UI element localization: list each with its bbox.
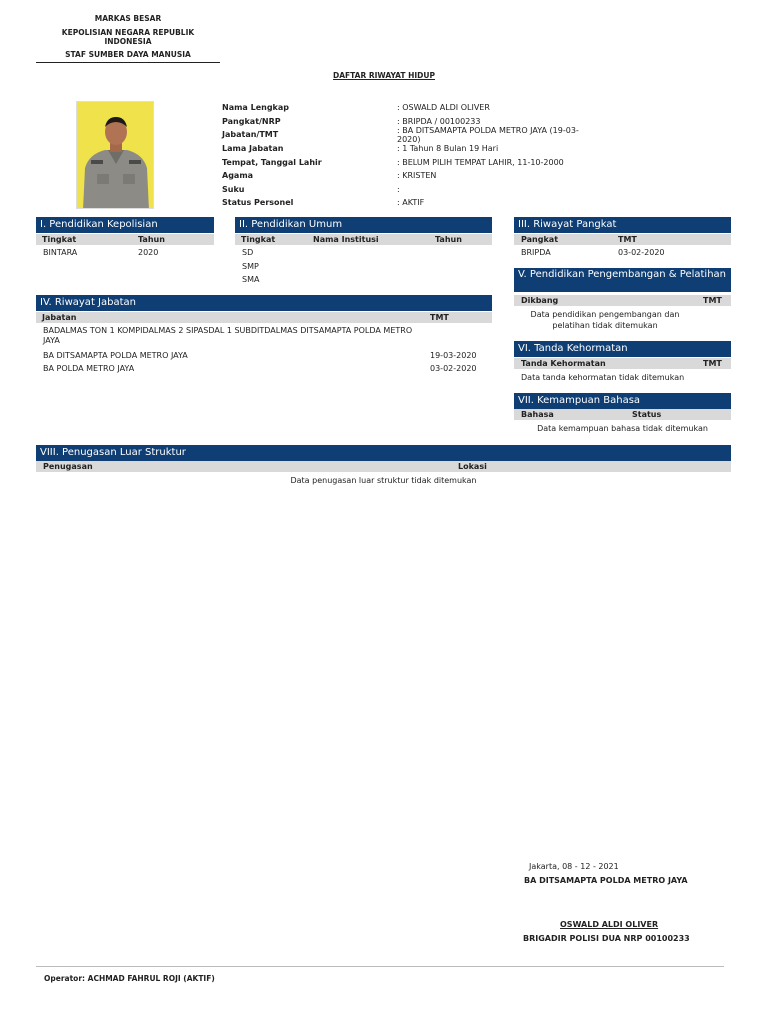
table-cell: 03-02-2020 — [618, 248, 665, 257]
table-cell: BINTARA — [43, 248, 78, 257]
table-cell: BADALMAS TON 1 KOMPIDALMAS 2 SIPASDAL 1 SUBDITDALMAS DITSAMAPTA POLDA METRO JAYA — [43, 326, 413, 345]
column-header: Pangkat — [521, 235, 559, 244]
bio-row — [222, 183, 582, 197]
empty-message: Data penugasan luar struktur tidak ditemukan — [290, 476, 477, 485]
table-cell: BA DITSAMAPTA POLDA METRO JAYA — [43, 351, 188, 360]
column-header: Tanda Kehormatan — [521, 359, 606, 368]
document-title: DAFTAR RIWAYAT HIDUP — [332, 71, 435, 80]
bio-value: : BRIPDA / 00100233 — [397, 116, 481, 126]
empty-message: Data kemampuan bahasa tidak ditemukan — [537, 424, 708, 433]
bio-row — [222, 125, 582, 144]
column-header: Bahasa — [521, 410, 554, 419]
column-header: Jabatan — [42, 313, 77, 322]
column-header: TMT — [618, 235, 637, 244]
section-header-pendidikan-umum: II. Pendidikan Umum — [235, 217, 492, 233]
bio-row — [222, 142, 582, 156]
bio-label: Nama Lengkap — [222, 103, 290, 113]
operator-label: Operator: ACHMAD FAHRUL ROJI (AKTIF) — [44, 974, 215, 983]
column-header: Nama Institusi — [313, 235, 379, 244]
footer-divider — [36, 966, 724, 967]
bio-value: : BA DITSAMAPTA POLDA METRO JAYA (19-03-2020) — [397, 125, 579, 144]
bio-label: Agama — [222, 171, 254, 181]
section-header-tanda-kehormatan: VI. Tanda Kehormatan — [514, 341, 731, 357]
column-header-row — [514, 234, 731, 245]
bio-value: : AKTIF — [397, 198, 425, 208]
table-cell: 19-03-2020 — [430, 351, 477, 360]
bio-label: Jabatan/TMT — [222, 130, 279, 140]
column-header: Dikbang — [521, 296, 559, 305]
table-cell: SMA — [242, 275, 260, 284]
column-header: Tahun — [435, 235, 462, 244]
org-line-2: KEPOLISIAN NEGARA REPUBLIK INDONESIA — [61, 28, 195, 46]
header-divider — [36, 62, 220, 63]
column-header: TMT — [703, 359, 722, 368]
bio-label: Pangkat/NRP — [222, 116, 281, 126]
bio-label: Lama Jabatan — [222, 144, 284, 154]
column-header-row — [36, 234, 214, 245]
column-header-row — [514, 295, 731, 306]
section-header-riwayat-jabatan: IV. Riwayat Jabatan — [36, 295, 492, 311]
person-portrait-icon — [77, 102, 154, 209]
bio-label: Tempat, Tanggal Lahir — [222, 157, 322, 167]
section-header-riwayat-pangkat: III. Riwayat Pangkat — [514, 217, 731, 233]
bio-value: : 1 Tahun 8 Bulan 19 Hari — [397, 144, 499, 154]
column-header: TMT — [430, 313, 449, 322]
bio-value: : KRISTEN — [397, 171, 437, 181]
table-cell: BA POLDA METRO JAYA — [43, 364, 135, 373]
column-header-row — [514, 409, 731, 420]
profile-photo — [76, 101, 154, 209]
section-header-kemampuan-bahasa: VII. Kemampuan Bahasa — [514, 393, 731, 409]
column-header: Tahun — [138, 235, 165, 244]
empty-message: Data tanda kehormatan tidak ditemukan — [521, 373, 685, 382]
table-cell: SD — [242, 248, 254, 257]
table-cell: BRIPDA — [521, 248, 551, 257]
column-header: Tingkat — [42, 235, 77, 244]
column-header-row — [36, 312, 492, 323]
bio-label: Suku — [222, 184, 245, 194]
empty-message: Data pendidikan pengembangan dan pelatihan tidak ditemukan — [530, 310, 680, 330]
signature-rank-nrp: BRIGADIR POLISI DUA NRP 00100233 — [523, 934, 690, 943]
org-line-1: MARKAS BESAR — [94, 14, 162, 23]
section-header-penugasan-luar-struktur: VIII. Penugasan Luar Struktur — [36, 445, 731, 461]
org-line-3: STAF SUMBER DAYA MANUSIA — [65, 50, 191, 59]
column-header: TMT — [703, 296, 722, 305]
column-header: Status — [632, 410, 662, 419]
bio-value: : BELUM PILIH TEMPAT LAHIR, 11-10-2000 — [397, 157, 564, 167]
section-header-pendidikan-kepolisian: I. Pendidikan Kepolisian — [36, 217, 214, 233]
column-header: Tingkat — [241, 235, 276, 244]
bio-row — [222, 169, 582, 183]
table-cell: SMP — [242, 262, 259, 271]
bio-label: Status Personel — [222, 198, 294, 208]
signature-place-date: Jakarta, 08 - 12 - 2021 — [529, 862, 619, 871]
bio-row — [222, 155, 582, 169]
signature-name: OSWALD ALDI OLIVER — [560, 920, 659, 929]
bio-row — [222, 196, 582, 210]
section-header-pendidikan-pengembangan: V. Pendidikan Pengembangan & Pelatihan — [514, 268, 731, 292]
signature-unit: BA DITSAMAPTA POLDA METRO JAYA — [524, 876, 688, 885]
column-header-row — [235, 234, 492, 245]
column-header-row — [36, 461, 731, 472]
bio-table — [222, 101, 582, 210]
table-cell: 2020 — [138, 248, 159, 257]
bio-row — [222, 101, 582, 115]
column-header-row — [514, 358, 731, 369]
bio-value: : — [397, 184, 400, 194]
column-header: Penugasan — [43, 462, 93, 471]
table-cell: 03-02-2020 — [430, 364, 477, 373]
bio-value: : OSWALD ALDI OLIVER — [397, 103, 490, 113]
column-header: Lokasi — [458, 462, 487, 471]
